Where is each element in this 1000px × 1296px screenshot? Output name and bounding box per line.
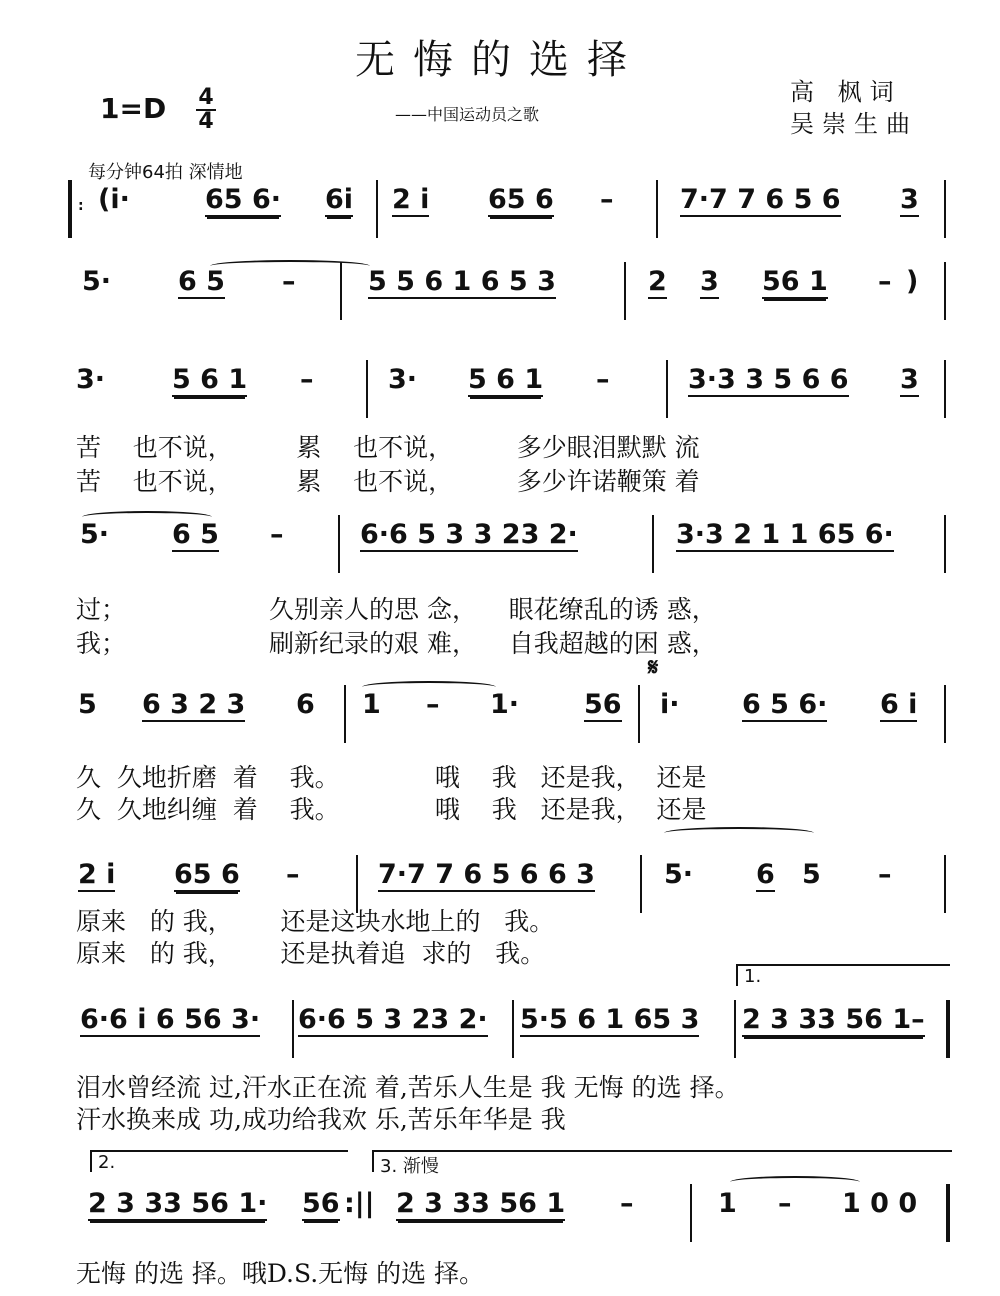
note-group: 1 (362, 689, 381, 720)
note-group: 56 (584, 689, 622, 720)
note-group: 5· (664, 859, 694, 890)
score-line-3 (0, 360, 1000, 430)
note-group: 1· (490, 689, 520, 720)
note-group: 3·3 2 1 1 65 6· (676, 519, 894, 550)
key-signature: 1=D (100, 92, 167, 125)
lyrics-line-3a: 苦 也不说， 累 也不说， 多少眼泪默默 流 (76, 433, 700, 462)
slur (664, 827, 814, 839)
note-group: 5 6 1 (172, 364, 248, 395)
note-group: 5 (78, 689, 97, 720)
note-group: – (282, 266, 296, 297)
note-group: 65 6 (174, 859, 240, 890)
note-group: 65 6· (205, 184, 282, 215)
note-group: 6 (296, 689, 315, 720)
lyrics-line-5a: 久 久地折磨 着 我。 哦 我 还是我， 还是 (76, 763, 707, 792)
score-line-8 (0, 1184, 1000, 1254)
barline (944, 262, 946, 320)
score-line-2 (0, 262, 1000, 332)
barline (652, 515, 654, 573)
note-group: 6 5 (172, 519, 219, 550)
note-group: 3 (900, 184, 919, 215)
lyrics-line-4a: 过； 久别亲人的思 念， 眼花缭乱的诱 惑， (76, 595, 717, 624)
note-group: ) (906, 266, 919, 297)
note-group: 3· (76, 364, 106, 395)
lyrics-line-4b: 我； 刷新纪录的艰 难， 自我超越的困 惑， (76, 629, 717, 658)
lyrics-line-7b: 汗水换来成 功,成功给我欢 乐,苦乐年华是 我 (76, 1105, 566, 1134)
note-group: 2 3 33 56 1 (396, 1188, 566, 1219)
note-group: 2 3 33 56 1· (88, 1188, 268, 1219)
note-group: 2 i (78, 859, 116, 890)
tie (730, 1176, 860, 1188)
note-group: – (620, 1188, 634, 1219)
note-group: 5· (80, 519, 110, 550)
note-group: 2 (648, 266, 667, 297)
song-title: 无悔的选择 (355, 37, 645, 83)
lyrics-line-6b: 原来 的 我， 还是执着追 求的 我。 (76, 939, 546, 968)
repeat-dots: : (78, 198, 84, 214)
note-group: i· (660, 689, 680, 720)
barline (944, 515, 946, 573)
repeat-end: :|| (344, 1188, 375, 1219)
barline (944, 360, 946, 418)
barline (944, 180, 946, 238)
time-signature (196, 85, 216, 134)
barline (512, 1000, 514, 1058)
note-group: 3 (900, 364, 919, 395)
barline (656, 180, 658, 238)
subtitle: ——中国运动员之歌 (395, 105, 540, 124)
note-group: 5· (82, 266, 112, 297)
note-group: 3·3 3 5 6 6 (688, 364, 849, 395)
note-group: 65 6 (488, 184, 554, 215)
barline (690, 1184, 692, 1242)
note-group: 56 1 (762, 266, 828, 297)
note-group: 7·7 7 6 5 6 (680, 184, 841, 215)
note-group: – (596, 364, 610, 395)
volta-third: 3. 渐慢 (372, 1150, 952, 1172)
note-group: 6·6 5 3 3 23 2· (360, 519, 578, 550)
note-group: 6 i (880, 689, 918, 720)
lyrics-line-8: 无悔 的选 择。哦D.S.无悔 的选 择。 (76, 1259, 485, 1288)
composer-credit: 吴崇生曲 (790, 110, 918, 138)
score-line-1 (0, 180, 1000, 250)
note-group: – (878, 859, 892, 890)
score-line-5 (0, 653, 1000, 755)
note-group: 1 (718, 1188, 737, 1219)
note-group: – (426, 689, 440, 720)
note-group: 5 5 6 1 6 5 3 (368, 266, 556, 297)
note-group: 6·6 5 3 23 2· (298, 1004, 488, 1035)
note-group: – (878, 266, 892, 297)
repeat-start-barline (68, 180, 72, 238)
note-group: 2 i (392, 184, 430, 215)
volta-second: 2. (90, 1150, 348, 1172)
note-group: 6 5 6· (742, 689, 828, 720)
volta-first: 1. (736, 964, 950, 986)
note-group: 5 6 1 (468, 364, 544, 395)
note-group: (i· (98, 184, 130, 215)
lyrics-line-3b: 苦 也不说， 累 也不说， 多少许诺鞭策 着 (76, 467, 700, 496)
lyrics-line-5b: 久 久地纠缠 着 我。 哦 我 还是我， 还是 (76, 795, 707, 824)
note-group: 7·7 7 6 5 6 6 3 (378, 859, 595, 890)
note-group: – (286, 859, 300, 890)
score-line-7 (0, 1000, 1000, 1070)
final-barline (946, 1000, 950, 1058)
lyrics-line-6a: 原来 的 我， 还是这块水地上的 我。 (76, 907, 555, 936)
barline (292, 1000, 294, 1058)
note-group: 56 (302, 1188, 340, 1219)
barline (344, 685, 346, 743)
note-group: 6i (325, 184, 354, 215)
lyricist-credit: 高 枫词 (790, 78, 902, 106)
note-group: – (600, 184, 614, 215)
barline (666, 360, 668, 418)
barline (624, 262, 626, 320)
barline (338, 515, 340, 573)
barline (638, 685, 640, 743)
tempo-marking: 每分钟64拍 深情地 (88, 162, 243, 183)
note-group: 1 0 0 (842, 1188, 918, 1219)
note-group: 3 (700, 266, 719, 297)
note-group: 2 3 33 56 1– (742, 1004, 925, 1035)
note-group: – (300, 364, 314, 395)
time-sig-top: 4 (198, 85, 214, 110)
note-group: – (270, 519, 284, 550)
lyrics-line-7a: 泪水曾经流 过,汗水正在流 着,苦乐人生是 我 无悔 的选 择。 (76, 1073, 740, 1102)
barline (366, 360, 368, 418)
note-group: – (778, 1188, 792, 1219)
segno-icon: 𝄋 (648, 653, 659, 681)
note-group: 6 5 (178, 266, 225, 297)
final-barline (946, 1184, 950, 1242)
note-group: 5·5 6 1 65 3 (520, 1004, 700, 1035)
time-sig-bottom: 4 (198, 109, 214, 134)
note-group: 6 3 2 3 (142, 689, 246, 720)
barline (340, 262, 342, 320)
barline (944, 685, 946, 743)
note-group: 5 (802, 859, 821, 890)
note-group: 6·6 i 6 56 3· (80, 1004, 261, 1035)
score-line-4 (0, 515, 1000, 585)
barline (376, 180, 378, 238)
note-group: 6 (756, 859, 775, 890)
note-group: 3· (388, 364, 418, 395)
barline (734, 1000, 736, 1058)
